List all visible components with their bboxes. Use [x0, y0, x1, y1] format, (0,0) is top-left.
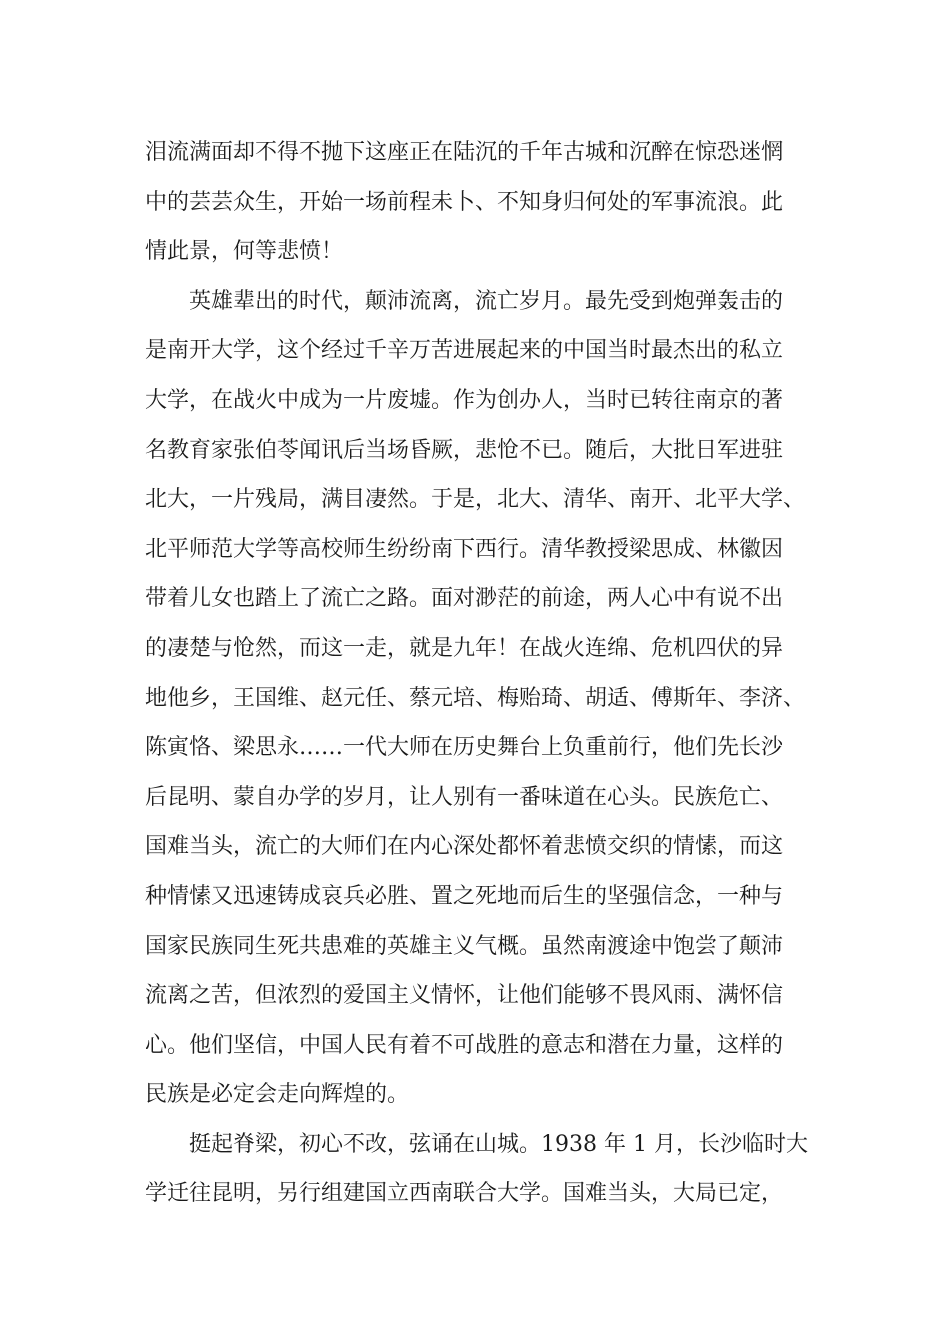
- text-line: 的凄楚与怆然，而这一走，就是九年！在战火连绵、危机四伏的异: [145, 635, 784, 661]
- text-line: 地他乡，王国维、赵元任、蔡元培、梅贻琦、胡适、傅斯年、李济、: [145, 685, 806, 711]
- text-line: 北平师范大学等高校师生纷纷南下西行。清华教授梁思成、林徽因: [145, 536, 784, 562]
- text-line: 泪流满面却不得不抛下这座正在陆沉的千年古城和沉醉在惊恐迷惘: [145, 140, 784, 165]
- text-line: 心。他们坚信，中国人民有着不可战胜的意志和潜在力量，这样的: [145, 1032, 784, 1058]
- document-body: [145, 128, 825, 1219]
- paragraph-first-line: 英雄辈出的时代，颠沛流离，流亡岁月。最先受到炮弹轰击的: [189, 288, 784, 314]
- text-line: 带着儿女也踏上了流亡之路。面对渺茫的前途，两人心中有说不出: [145, 586, 784, 612]
- text-line: 国家民族同生死共患难的英雄主义气概。虽然南渡途中饱尝了颠沛: [145, 933, 784, 959]
- text-line: 情此景，何等悲愤！: [145, 239, 344, 265]
- text-line: 后昆明、蒙自办学的岁月，让人别有一番味道在心头。民族危亡、: [145, 784, 784, 810]
- text-line: 民族是必定会走向辉煌的。: [145, 1082, 410, 1108]
- text-line: 种情愫又迅速铸成哀兵必胜、置之死地而后生的坚强信念，一种与: [145, 883, 784, 909]
- text-line: 国难当头，流亡的大师们在内心深处都怀着悲愤交织的情愫，而这: [145, 834, 784, 860]
- text-line: 大学，在战火中成为一片废墟。作为创办人，当时已转往南京的著: [145, 387, 784, 413]
- text-line: 流离之苦，但浓烈的爱国主义情怀，让他们能够不畏风雨、满怀信: [145, 983, 784, 1009]
- text-line: 陈寅恪、梁思永……一代大师在历史舞台上负重前行，他们先长沙: [145, 735, 784, 761]
- paragraph-first-line: 挺起脊梁，初心不改，弦诵在山城。1938 年 1 月，长沙临时大: [189, 1131, 808, 1157]
- text-line: 名教育家张伯苓闻讯后当场昏厥，悲怆不已。随后，大批日军进驻: [145, 437, 784, 463]
- text-line: 北大，一片残局，满目凄然。于是，北大、清华、南开、北平大学、: [145, 487, 806, 513]
- text-line: 是南开大学，这个经过千辛万苦进展起来的中国当时最杰出的私立: [145, 338, 784, 364]
- text-line: 学迁往昆明，另行组建国立西南联合大学。国难当头，大局已定，: [145, 1181, 784, 1207]
- text-line: 中的芸芸众生，开始一场前程未卜、不知身归何处的军事流浪。此: [145, 189, 784, 215]
